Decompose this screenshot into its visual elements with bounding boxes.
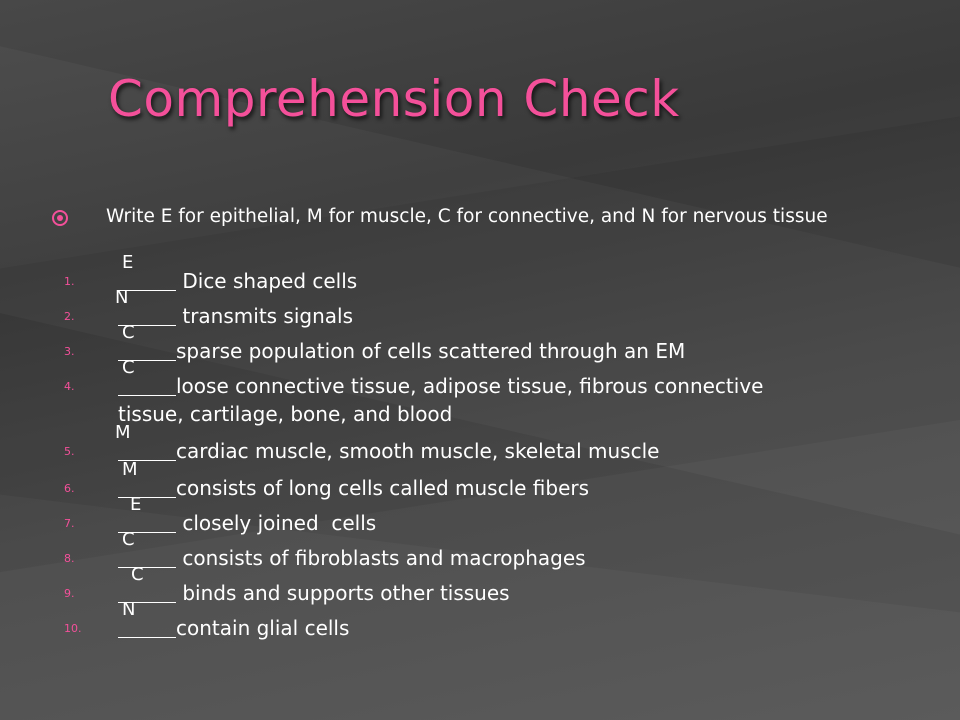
item-text: cardiac muscle, smooth muscle, skeletal muscle xyxy=(176,439,660,463)
item-text: consists of fibroblasts and macrophages xyxy=(176,546,586,570)
item-number: 4. xyxy=(64,380,75,393)
item-text: consists of long cells called muscle fibers xyxy=(176,476,590,500)
answer-letter: M xyxy=(115,422,131,443)
item-text: closely joined cells xyxy=(176,511,377,535)
item-number: 10. xyxy=(64,622,82,635)
item-text: contain glial cells xyxy=(176,616,350,640)
intro-bullet xyxy=(52,205,882,229)
item-number: 7. xyxy=(64,517,75,530)
target-bullet-icon xyxy=(52,210,68,226)
answer-letter: C xyxy=(122,357,135,378)
answer-letter: E xyxy=(122,252,134,273)
item-text: loose connective tissue, adipose tissue, fibrous connective tissue, cartilage, bone, and blood xyxy=(118,374,764,426)
answer-blank xyxy=(118,599,176,638)
intro-text: Write E for epithelial, M for muscle, C for connective, and N for nervous tissue xyxy=(106,206,828,227)
item-number: 2. xyxy=(64,310,75,323)
item-number: 5. xyxy=(64,445,75,458)
answer-letter: M xyxy=(122,459,138,480)
answer-blank xyxy=(118,529,176,568)
answer-blank xyxy=(115,422,176,461)
item-text: sparse population of cells scattered through an EM xyxy=(176,339,686,363)
item-text: Dice shaped cells xyxy=(176,269,358,293)
answer-letter: C xyxy=(122,529,135,550)
answer-letter: C xyxy=(131,564,144,585)
item-text: transmits signals xyxy=(176,304,354,328)
answer-letter: N xyxy=(122,599,136,620)
item-number: 6. xyxy=(64,482,75,495)
item-number: 1. xyxy=(64,275,75,288)
answer-letter: C xyxy=(122,322,135,343)
slide-title: Comprehension Check xyxy=(108,70,680,128)
answer-blank xyxy=(118,459,176,498)
item-number: 8. xyxy=(64,552,75,565)
item-number: 3. xyxy=(64,345,75,358)
item-text: binds and supports other tissues xyxy=(176,581,510,605)
answer-letter: N xyxy=(115,287,129,308)
item-number: 9. xyxy=(64,587,75,600)
answer-letter: E xyxy=(130,494,142,515)
